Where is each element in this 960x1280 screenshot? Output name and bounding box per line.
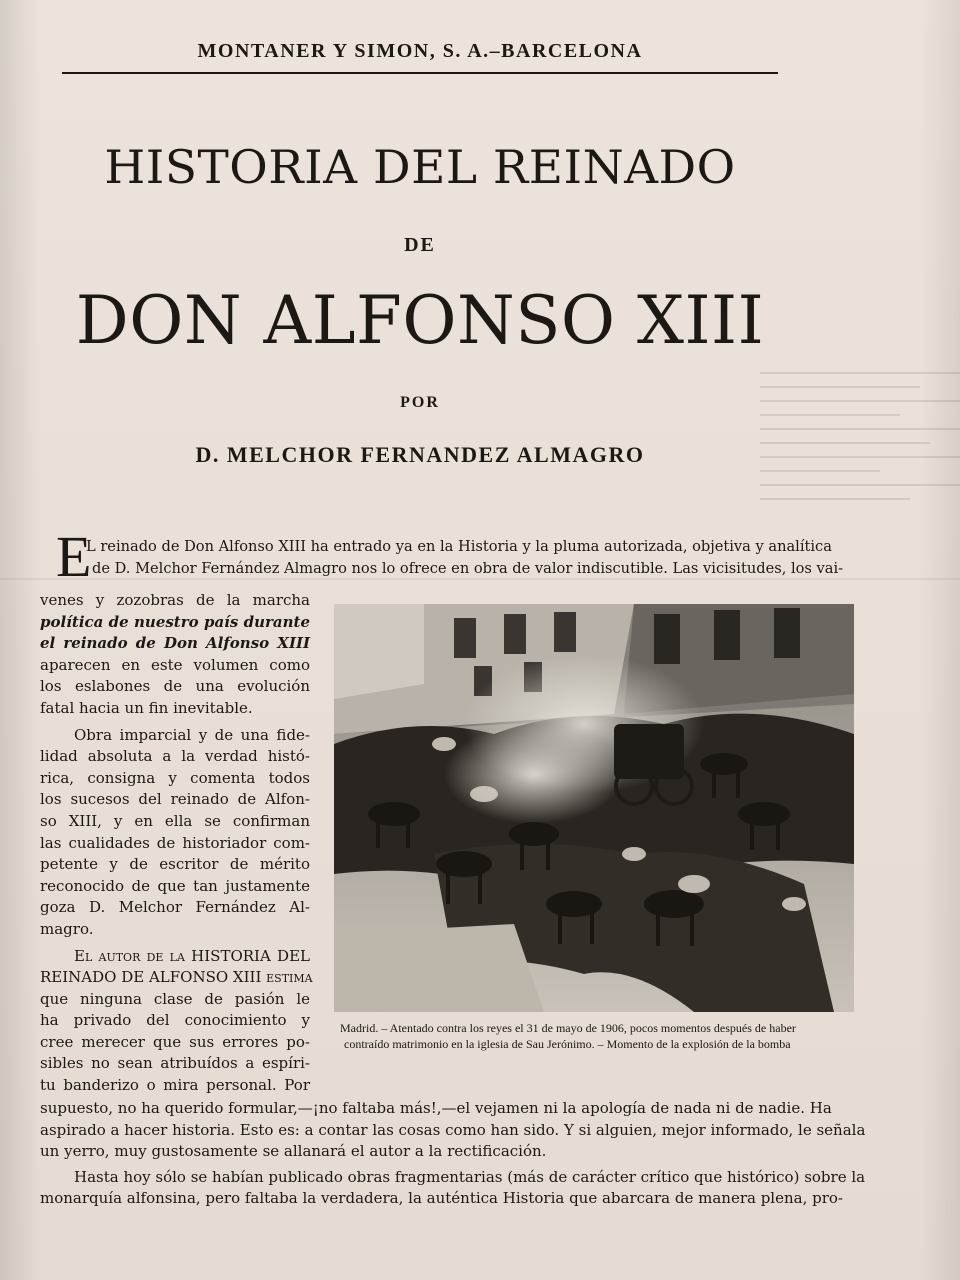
drop-cap-letter: E <box>56 524 92 589</box>
paragraph-line: que ninguna clase de pasión le <box>40 989 310 1008</box>
paragraph-line: cree merecer que sus errores po- <box>40 1032 310 1051</box>
paragraph-line: Obra imparcial y de una fide- <box>74 725 310 744</box>
paragraph-line: los eslabones de una evolución <box>40 677 310 696</box>
historical-photograph <box>334 604 854 1012</box>
paragraph-line: venes y zozobras de la marcha <box>40 591 310 609</box>
paragraph-line: las cualidades de historiador com- <box>40 833 310 852</box>
left-column-text <box>40 590 313 1097</box>
paragraph-line: ha privado del conocimiento y <box>40 1011 310 1030</box>
paragraph-line: reconocido de que tan justamente <box>40 876 310 895</box>
bottom-paragraph <box>40 1098 900 1210</box>
paragraph-line: so XIII, y en ella se confirman <box>40 811 310 830</box>
paragraph-line: monarquía alfonsina, pero faltaba la verdadera, la auténtica Historia que abarcara de manera plena, pro- <box>40 1189 843 1207</box>
paragraph-line: aparecen en este volumen como <box>40 655 310 674</box>
photo-scene <box>334 604 854 1012</box>
paragraph-line: supuesto, no ha querido formular,—¡no faltaba más!,—el vejamen ni la apología de nada ni de nadie. Ha <box>40 1099 832 1117</box>
paragraph-line: magro. <box>40 919 94 938</box>
paragraph-line: tu banderizo o mira personal. Por <box>40 1076 310 1095</box>
title-de: DE <box>404 234 436 256</box>
title-line-historia: HISTORIA DEL REINADO <box>104 140 736 194</box>
paragraph-line: Hasta hoy sólo se habían publicado obras fragmentarias (más de carácter crítico que histórico) sobre la <box>74 1167 866 1186</box>
paragraph-line: un yerro, muy gustosamente se allanará el autor a la rectificación. <box>40 1142 547 1160</box>
paragraph-line: fatal hacia un fin inevitable. <box>40 698 253 717</box>
title-line-alfonso: DON ALFONSO XIII <box>75 282 765 359</box>
paragraph-line: política de nuestro país durante <box>40 612 310 631</box>
paragraph-line: REINADO DE ALFONSO XIII estima <box>40 968 313 987</box>
paragraph-line: los sucesos del reinado de Alfon- <box>40 790 310 809</box>
caption-line: Madrid. – Atentado contra los reyes el 31 de mayo de 1906, pocos momentos después de haber <box>340 1021 796 1035</box>
bleed-through-text <box>760 360 960 540</box>
paragraph-line: sibles no sean atribuídos a espíri- <box>40 1054 310 1073</box>
title-por: POR <box>400 394 440 411</box>
intro-line-2: de D. Melchor Fernández Almagro nos lo ofrece en obra de valor indiscutible. Las vicisitudes, los vai- <box>92 560 844 577</box>
intro-line-1: L reinado de Don Alfonso XIII ha entrado ya en la Historia y la pluma autorizada, objetiva y analítica <box>86 538 832 555</box>
photo-caption <box>340 1020 880 1052</box>
paragraph-line: rica, consigna y comenta todos <box>40 768 310 787</box>
paragraph-line: el reinado de Don Alfonso XIII <box>40 634 310 653</box>
paragraph-line: lidad absoluta a la verdad histó- <box>40 747 310 766</box>
author-name: D. MELCHOR FERNANDEZ ALMAGRO <box>195 442 645 467</box>
paragraph-line: aspirado a hacer historia. Esto es: a contar las cosas como han sido. Y si alguien, mejor informado, le señala <box>40 1120 866 1139</box>
paragraph-line: goza D. Melchor Fernández Al- <box>40 898 310 917</box>
publisher-header: MONTANER Y SIMON, S. A.–BARCELONA <box>197 40 643 62</box>
paragraph-line: El autor de la HISTORIA DEL <box>74 946 310 965</box>
caption-line: contraído matrimonio en la iglesia de Sau Jerónimo. – Momento de la explosión de la bomba <box>344 1037 791 1051</box>
paper-fold-shadow <box>0 578 960 580</box>
header-rule <box>62 72 778 74</box>
paragraph-line: petente y de escritor de mérito <box>40 855 310 874</box>
